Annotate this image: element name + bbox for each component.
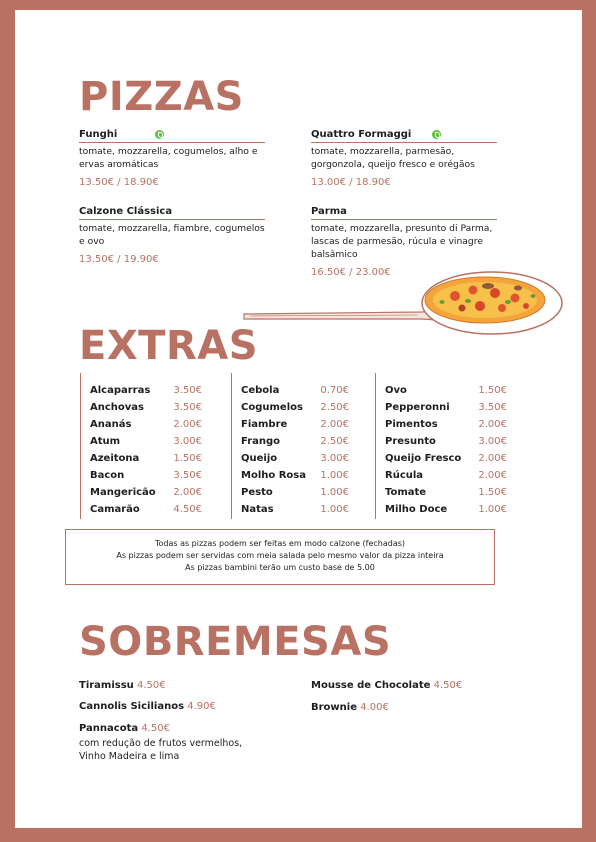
extra-name: Bacon xyxy=(90,470,125,481)
extra-name: Milho Doce xyxy=(385,504,448,515)
extras-column-2 xyxy=(231,373,350,519)
extra-item xyxy=(385,416,507,433)
extras-column-3 xyxy=(375,373,508,519)
extra-price: 3.00€ xyxy=(478,436,507,447)
dessert-price: 4.50€ xyxy=(137,680,166,691)
pizza-description: tomate, mozzarella, presunto di Parma, lascas de parmesão, rúcula e vinagre balsâmico xyxy=(311,223,493,260)
extra-name: Frango xyxy=(241,436,281,447)
extras-title: EXTRAS xyxy=(79,323,259,369)
extra-item xyxy=(241,399,349,416)
extra-price: 3.50€ xyxy=(173,385,202,396)
dessert-description: com redução de frutos vermelhos, Vinho Madeira e lima xyxy=(79,738,243,762)
extra-item xyxy=(385,467,507,484)
extra-price: 3.00€ xyxy=(320,453,349,464)
dessert-item-cannolis xyxy=(79,701,216,712)
extra-item xyxy=(241,382,349,399)
pizza-description: tomate, mozzarella, parmesão, gorgonzola, queijo fresco e orégãos xyxy=(311,146,475,170)
extra-name: Fiambre xyxy=(241,419,288,430)
pizza-price: 13.00€ / 18.90€ xyxy=(311,177,391,188)
pizza-price: 16.50€ / 23.00€ xyxy=(311,267,391,278)
notes-box xyxy=(65,529,495,585)
extra-name: Camarão xyxy=(90,504,140,515)
dessert-item-mousse xyxy=(311,680,462,691)
extra-price: 2.00€ xyxy=(173,487,202,498)
extra-name: Atum xyxy=(90,436,121,447)
extra-name: Alcaparras xyxy=(90,385,151,396)
extra-name: Pesto xyxy=(241,487,273,498)
extra-name: Queijo Fresco xyxy=(385,453,462,464)
pizza-description: tomate, mozzarella, fiambre, cogumelos e ovo xyxy=(79,223,265,247)
extra-item xyxy=(90,450,202,467)
extra-item xyxy=(90,416,202,433)
dessert-name: Pannacota xyxy=(79,723,139,734)
extra-price: 3.50€ xyxy=(173,470,202,481)
extra-item xyxy=(90,467,202,484)
extra-price: 3.50€ xyxy=(478,402,507,413)
extra-price: 4.50€ xyxy=(173,504,202,515)
pizza-item-calzone xyxy=(79,205,265,265)
extra-price: 1.50€ xyxy=(478,385,507,396)
extra-item xyxy=(385,501,507,518)
extra-price: 1.50€ xyxy=(478,487,507,498)
dessert-item-brownie xyxy=(311,702,389,713)
pizzas-title: PIZZAS xyxy=(79,74,244,120)
pizza-name: Funghi xyxy=(79,129,118,140)
extra-price: 1.00€ xyxy=(320,487,349,498)
extra-item xyxy=(90,501,202,518)
pizza-item-funghi xyxy=(79,128,265,188)
extra-item xyxy=(241,467,349,484)
dessert-name: Brownie xyxy=(311,702,357,713)
extra-item xyxy=(90,484,202,501)
extra-item xyxy=(90,399,202,416)
extra-name: Ananás xyxy=(90,419,132,430)
extra-price: 1.50€ xyxy=(173,453,202,464)
extra-name: Queijo xyxy=(241,453,278,464)
dessert-price: 4.00€ xyxy=(360,702,389,713)
extra-name: Natas xyxy=(241,504,274,515)
extra-item xyxy=(385,433,507,450)
extra-item xyxy=(385,399,507,416)
extra-item xyxy=(90,433,202,450)
pizza-name: Parma xyxy=(311,206,347,217)
extra-item xyxy=(241,450,349,467)
dessert-price: 4.90€ xyxy=(187,701,216,712)
pizza-name: Quattro Formaggi xyxy=(311,129,412,140)
extra-price: 2.00€ xyxy=(478,419,507,430)
extra-name: Pimentos xyxy=(385,419,438,430)
extra-price: 2.50€ xyxy=(320,402,349,413)
extra-price: 3.50€ xyxy=(173,402,202,413)
extras-column-1 xyxy=(80,373,203,519)
note-line: As pizzas podem ser servidas com meia salada pelo mesmo valor da pizza inteira xyxy=(116,551,444,560)
extra-name: Presunto xyxy=(385,436,436,447)
pizza-price: 13.50€ / 19.90€ xyxy=(79,254,159,265)
note-line: As pizzas bambini terão um custo base de 5.00 xyxy=(185,563,375,572)
extra-name: Cebola xyxy=(241,385,280,396)
pizza-paddle-illustration xyxy=(230,270,565,342)
dessert-item-pannacota xyxy=(79,723,269,763)
extra-price: 1.00€ xyxy=(320,504,349,515)
desserts-title: SOBREMESAS xyxy=(79,619,392,665)
extra-name: Molho Rosa xyxy=(241,470,306,481)
extra-item xyxy=(90,382,202,399)
pizza-item-quattro-formaggi xyxy=(311,128,497,188)
extra-name: Cogumelos xyxy=(241,402,303,413)
extra-name: Ovo xyxy=(385,385,407,396)
extra-name: Mangericão xyxy=(90,487,156,498)
extra-name: Tomate xyxy=(385,487,427,498)
leaf-icon xyxy=(155,130,164,139)
pizza-price: 13.50€ / 18.90€ xyxy=(79,177,159,188)
dessert-price: 4.50€ xyxy=(433,680,463,691)
extra-price: 2.00€ xyxy=(478,453,507,464)
extra-price: 2.50€ xyxy=(320,436,349,447)
extra-name: Rúcula xyxy=(385,470,424,481)
extra-price: 1.00€ xyxy=(478,504,507,515)
leaf-icon xyxy=(432,130,441,139)
pizza-description: tomate, mozzarella, cogumelos, alho e ervas aromáticas xyxy=(79,146,258,170)
pizza-name: Calzone Clássica xyxy=(79,206,173,217)
extra-item xyxy=(385,382,507,399)
extra-item xyxy=(241,433,349,450)
extra-price: 2.00€ xyxy=(320,419,349,430)
extra-price: 2.00€ xyxy=(173,419,202,430)
dessert-name: Mousse de Chocolate xyxy=(311,680,431,691)
extra-name: Anchovas xyxy=(90,402,144,413)
note-line: Todas as pizzas podem ser feitas em modo calzone (fechadas) xyxy=(154,539,406,548)
extra-item xyxy=(241,501,349,518)
extra-price: 0.70€ xyxy=(320,385,349,396)
extra-item xyxy=(241,484,349,501)
extra-item xyxy=(385,450,507,467)
dessert-price: 4.50€ xyxy=(141,723,170,734)
extra-name: Pepperonni xyxy=(385,402,450,413)
extra-price: 1.00€ xyxy=(320,470,349,481)
dessert-item-tiramissu xyxy=(79,680,166,691)
extra-price: 2.00€ xyxy=(478,470,507,481)
extra-item xyxy=(385,484,507,501)
dessert-name: Tiramissu xyxy=(79,680,134,691)
extra-item xyxy=(241,416,349,433)
extra-name: Azeitona xyxy=(90,453,140,464)
pizza-item-parma xyxy=(311,205,497,278)
extra-price: 3.00€ xyxy=(173,436,202,447)
dessert-name: Cannolis Sicilianos xyxy=(79,701,185,712)
